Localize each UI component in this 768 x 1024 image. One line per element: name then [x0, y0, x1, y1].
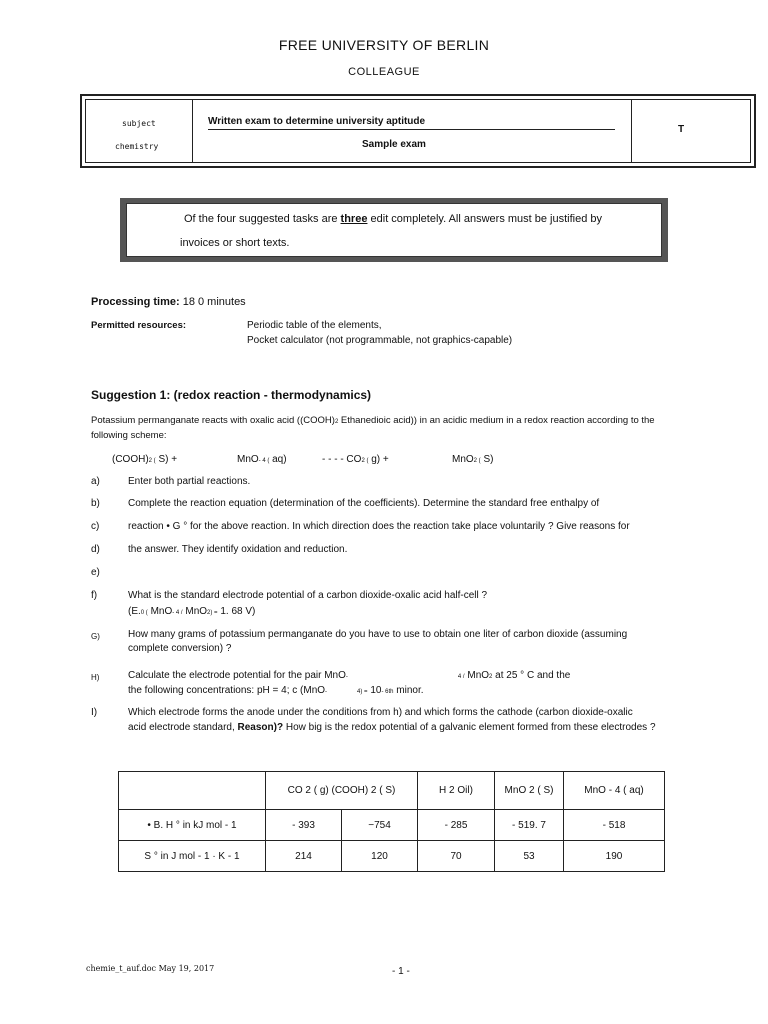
table-cell: 120	[342, 841, 418, 872]
suggestion-intro-2: following scheme:	[91, 430, 167, 441]
table-cell: 53	[495, 841, 564, 872]
exam-title: Written exam to determine university aptitude	[208, 116, 426, 127]
table-cell: 70	[418, 841, 495, 872]
item-i-text: Which electrode forms the anode under the conditions from h) and which forms the cathode (carbon dioxide-oxalic	[128, 707, 633, 718]
item-f-letter: f)	[91, 590, 98, 601]
table-header-cell: MnO 2 ( S)	[495, 772, 564, 810]
item-a-letter: a)	[91, 476, 100, 487]
table-cell: - 393	[266, 810, 342, 841]
table-cell: - 518	[564, 810, 665, 841]
table-header-cell: H 2 Oil)	[418, 772, 495, 810]
exam-code: T	[678, 124, 685, 135]
table-row-label: S ° in J mol - 1 · K - 1	[119, 841, 266, 872]
notice-line-2: invoices or short texts.	[180, 237, 290, 249]
suggestion-intro-1: Potassium permanganate reacts with oxalic acid ((COOH)2 Ethanedioic acid)) in an acidic medium in a redox reaction according to the	[91, 415, 655, 426]
university-title: FREE UNIVERSITY OF BERLIN	[278, 37, 490, 53]
item-f-formula: (E.0 ( MnO- 4 / MnO2) = 1. 68 V)	[128, 606, 256, 617]
table-cell: 190	[564, 841, 665, 872]
header-divider-right	[631, 100, 632, 162]
table-cell: −754	[342, 810, 418, 841]
resource-2: Pocket calculator (not programmable, not graphics-capable)	[247, 335, 513, 346]
item-g-text: How many grams of potassium permanganate do you have to use to obtain one liter of carbon dioxide (assuming	[128, 629, 628, 640]
scheme-mno2: MnO2 ( S)	[452, 454, 494, 465]
table-header-row	[119, 772, 665, 810]
processing-time: Processing time: 18 0 minutes	[91, 296, 246, 308]
exam-header-box	[80, 94, 756, 168]
exam-header-inner	[85, 99, 751, 163]
item-d-letter: d)	[91, 544, 100, 555]
notice-line-1: Of the four suggested tasks are three edit completely. All answers must be justified by	[184, 213, 603, 225]
table-header-cell: MnO - 4 ( aq)	[564, 772, 665, 810]
scheme-co2: - - - - CO2 ( g) +	[322, 454, 389, 465]
table-row	[119, 841, 665, 872]
item-f-text: What is the standard electrode potential of a carbon dioxide-oxalic acid half-cell ?	[128, 590, 488, 601]
notice-inner	[126, 203, 662, 257]
subject-label: subject	[122, 119, 156, 128]
item-c-letter: c)	[91, 521, 100, 532]
table-cell: - 285	[418, 810, 495, 841]
item-d-text: the answer. They identify oxidation and reduction.	[128, 544, 348, 555]
item-h-text: Calculate the electrode potential for the pair MnO- 4 / MnO2 at 25 ° C and the	[128, 670, 571, 681]
scheme-oxalic: (COOH)2 ( S) +	[112, 454, 178, 465]
item-i-letter: I)	[91, 707, 98, 718]
header-divider-left	[192, 100, 193, 162]
footer-file-info: chemie_t_auf.doc May 19, 2017	[86, 964, 215, 973]
item-i-line-2: acid electrode standard, Reason)? How big is the redox potential of a galvanic element formed from these electrodes ?	[128, 722, 656, 733]
table-cell: 214	[266, 841, 342, 872]
subject-value: chemistry	[115, 142, 159, 151]
item-g-continuation: complete conversion) ?	[128, 643, 232, 654]
table-row-label: • B. H ° in kJ mol - 1	[119, 810, 266, 841]
item-h-letter: H)	[91, 673, 100, 682]
suggestion-title: Suggestion 1: (redox reaction - thermodynamics)	[91, 388, 372, 402]
title-underline	[208, 129, 615, 130]
item-e-letter: e)	[91, 567, 100, 578]
resource-1: Periodic table of the elements,	[247, 320, 382, 331]
table-row	[119, 810, 665, 841]
table-cell: - 519. 7	[495, 810, 564, 841]
page-number: - 1 -	[392, 966, 410, 977]
scheme-permanganate: MnO- 4 ( aq)	[237, 454, 287, 465]
item-b-text: Complete the reaction equation (determination of the coefficients). Determine the standard free enthalpy of	[128, 498, 600, 509]
college-title: COLLEAGUE	[348, 66, 420, 78]
item-b-letter: b)	[91, 498, 100, 509]
table-header-cell: CO 2 ( g) (COOH) 2 ( S)	[266, 772, 418, 810]
exam-subtitle: Sample exam	[362, 139, 426, 150]
thermo-table	[118, 771, 665, 872]
item-c-text: reaction • G ° for the above reaction. In which direction does the reaction take place voluntarily ? Give reasons for	[128, 521, 630, 532]
item-h-line-2: the following concentrations: pH = 4; c (MnO- 4) = 10- 6th minor.	[128, 685, 424, 696]
notice-box	[120, 198, 668, 262]
resources-label: Permitted resources:	[91, 320, 187, 331]
item-g-letter: G)	[91, 632, 100, 641]
item-a-text: Enter both partial reactions.	[128, 476, 251, 487]
table-header-cell	[119, 772, 266, 810]
